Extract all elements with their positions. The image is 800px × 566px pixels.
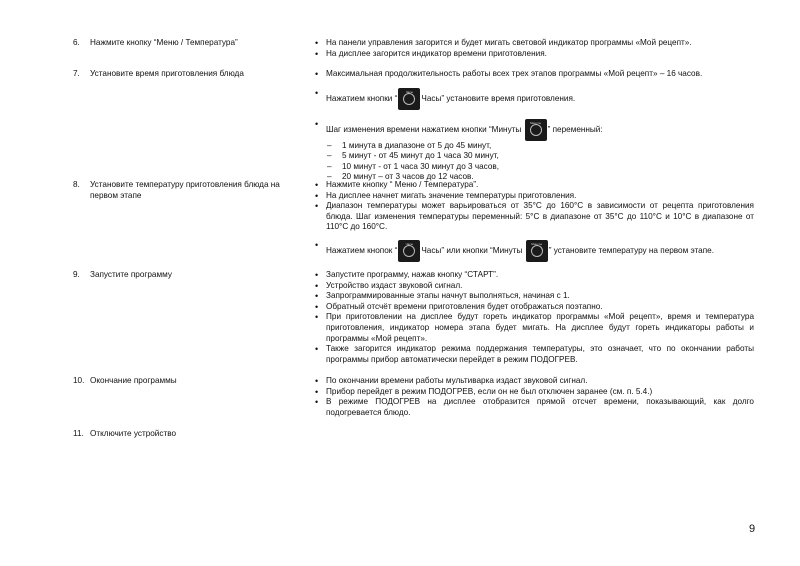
minutes-button-icon: Минуты: [525, 119, 547, 141]
list-item: • Нажатием кнопки “ Часы Часы” установите время приготовления.: [314, 88, 754, 110]
step-title: 8. Установите температуру приготовления блюда на первом этапе: [73, 180, 280, 200]
list-item: • Нажатием кнопок “ Часы Часы” или кнопки “Минуты Минуты ” установите температуру на первом этапе.: [314, 240, 754, 262]
list-item: – 20 минут – от 3 часов до 12 часов.: [314, 172, 754, 183]
step-details: [314, 376, 754, 418]
list-item: – 5 минут - от 45 минут до 1 часа 30 минут,: [314, 151, 754, 162]
list-item: • Диапазон температуры может варьироваться от 35°С до 160°С в зависимости от рецепта приготовления блюда. Шаг изменения температуры переменный: 5°С в диапазоне от 35°С до 110°С и 10°С в диапазоне от 110°С до 160°С.: [314, 201, 754, 233]
step-details: [314, 270, 754, 365]
list-item: – 1 минута в диапазоне от 5 до 45 минут,: [314, 141, 754, 152]
step-title: 11. Отключите устройство: [73, 429, 177, 438]
list-item: • Шаг изменения времени нажатием кнопки “Минуты Минуты ” переменный:: [314, 119, 754, 141]
hours-button-icon: Часы: [398, 240, 420, 262]
list-item: – 10 минут - от 1 часа 30 минут до 3 часов,: [314, 162, 754, 173]
list-item: • Запустите программу, нажав кнопку “СТАРТ”.: [314, 270, 754, 281]
list-item: • Максимальная продолжительность работы всех трех этапов программы «Мой рецепт» – 16 часов.: [314, 69, 754, 80]
step-details: [314, 38, 754, 59]
step-title: 9. Запустите программу: [73, 270, 172, 279]
step-details: [314, 69, 754, 183]
step-details: [314, 180, 754, 262]
list-item: • Прибор перейдет в режим ПОДОГРЕВ, если он не был отключен заранее (см. п. 5.4.): [314, 387, 754, 398]
step-title: 10. Окончание программы: [73, 376, 177, 385]
list-item: • На панели управления загорится и будет мигать световой индикатор программы «Мой рецепт».: [314, 38, 754, 49]
list-item: • Запрограммированные этапы начнут выполняться, начиная с 1.: [314, 291, 754, 302]
step-title: 7. Установите время приготовления блюда: [73, 69, 244, 78]
step-title: 6. Нажмите кнопку “Меню / Температура”: [73, 38, 238, 47]
hours-button-icon: Часы: [398, 88, 420, 110]
minutes-button-icon: Минуты: [526, 240, 548, 262]
list-item: • Нажмите кнопку “ Меню / Температура”.: [314, 180, 754, 191]
page-number: 9: [749, 523, 756, 535]
list-item: • По окончании времени работы мультиварка издаст звуковой сигнал.: [314, 376, 754, 387]
list-item: • На дисплее начнет мигать значение температуры приготовления.: [314, 191, 754, 202]
list-item: • При приготовлении на дисплее будут гореть индикатор программы «Мой рецепт», время и температура приготовления, индикатор номера этапа будет мигать. На дисплее будут гореть индикаторы работы и программы «Мой рецепт».: [314, 312, 754, 344]
list-item: • Также загорится индикатор режима поддержания температуры, это означает, что по окончании работы программы прибор автоматически перейдет в режим ПОДОГРЕВ.: [314, 344, 754, 365]
list-item: • В режиме ПОДОГРЕВ на дисплее отобразится прямой отсчет времени, показывающий, как долго подогревается блюдо.: [314, 397, 754, 418]
list-item: • Устройство издаст звуковой сигнал.: [314, 281, 754, 292]
list-item: • Обратный отсчёт времени приготовления будет отображаться поэтапно.: [314, 302, 754, 313]
list-item: • На дисплее загорится индикатор времени приготовления.: [314, 49, 754, 60]
